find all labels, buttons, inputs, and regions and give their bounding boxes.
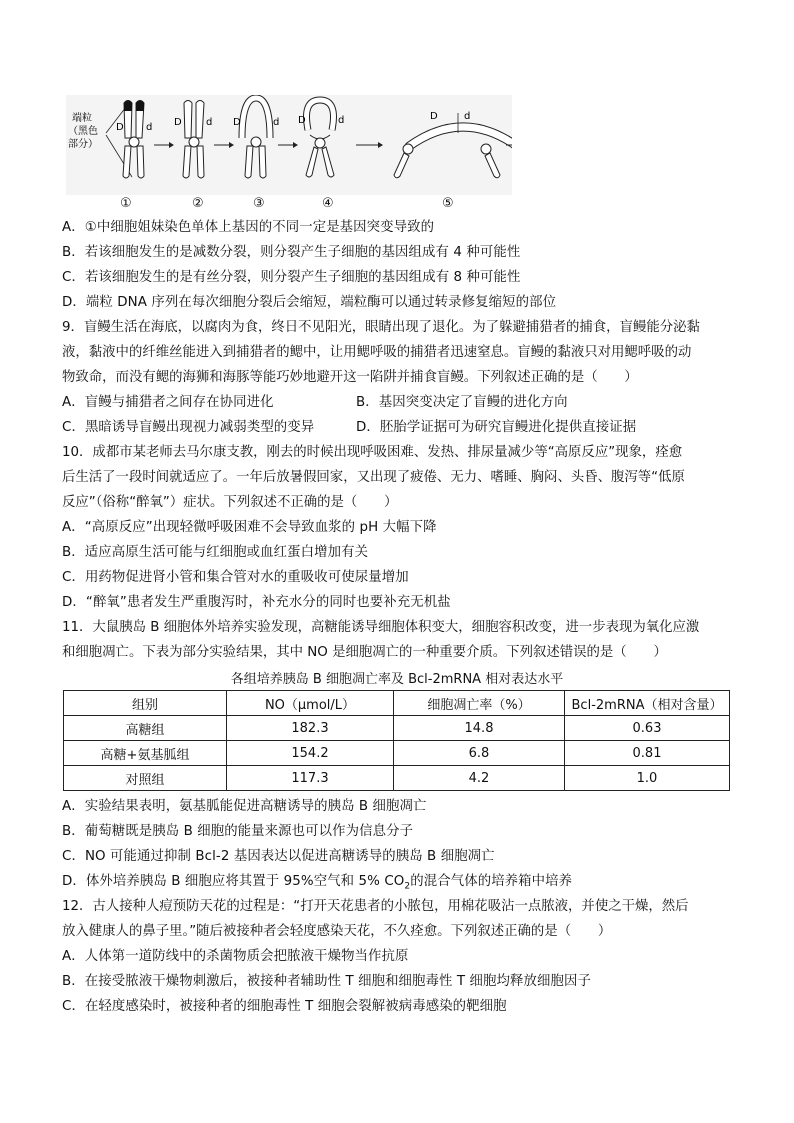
q9-option-d: D．胚胎学证据可为研究盲鳗进化提供直接证据 xyxy=(356,420,637,435)
results-table xyxy=(63,690,730,791)
q12-stem-1: 12．古人接种人痘预防天花的过程是：“打开天花患者的小脓包，用棉花吸沾一点脓液，并使之干燥，然后 xyxy=(62,899,689,914)
table-caption: 各组培养胰岛 B 细胞凋亡率及 Bcl-2mRNA 相对表达水平 xyxy=(230,672,564,687)
q10-option-d: D．“醉氧”患者发生严重腹泻时，补充水分的同时也要补充无机盐 xyxy=(62,595,451,610)
svg-text:d: d xyxy=(464,111,471,122)
q9-option-c: C．黑暗诱导盲鳗出现视力减弱类型的变异 xyxy=(62,420,315,435)
q10-option-a: A．“高原反应”出现轻微呼吸困难不会导致血浆的 pH 大幅下降 xyxy=(62,520,437,535)
q8-option-d: D．端粒 DNA 序列在每次细胞分裂后会缩短，端粒酶可以通过转录修复缩短的部位 xyxy=(62,295,557,310)
header-no: NO（μmol/L） xyxy=(227,691,394,716)
q10-option-c: C．用药物促进肾小管和集合管对水的重吸收可使尿量增加 xyxy=(62,570,409,585)
stage-number-2: ② xyxy=(192,196,204,211)
q11-option-a: A．实验结果表明，氨基胍能促进高糖诱导的胰岛 B 细胞凋亡 xyxy=(62,799,427,814)
stage-number-4: ④ xyxy=(322,196,334,211)
q10-stem-3: 反应”（俗称“醉氧”）症状。下列叙述不正确的是（ ） xyxy=(62,495,398,510)
q9-option-a: A．盲鳗与捕猎者之间存在协同进化 xyxy=(62,395,274,410)
q9-stem-3: 物致命，而没有鳃的海狮和海豚等能巧妙地避开这一陷阱并捕食盲鳗。下列叙述正确的是（ ） xyxy=(62,370,638,385)
table-row: 对照组 117.3 4.2 1.0 xyxy=(64,766,730,791)
q10-stem-1: 10．成都市某老师去马尔康支教，刚去的时候出现呼吸困难、发热、排尿量减少等“高原反应”现象，痊愈 xyxy=(62,445,683,460)
q9-stem-1: 9．盲鳗生活在海底，以腐肉为食，终日不见阳光，眼睛出现了退化。为了躲避捕猎者的捕食，盲鳗能分泌黏 xyxy=(62,320,700,335)
q10-stem-2: 后生活了一段时间就适应了。一年后放暑假回家，又出现了疲倦、无力、嗜睡、胸闷、头昏、腹泻等“低原 xyxy=(62,470,685,485)
svg-text:d: d xyxy=(273,117,280,128)
table-header-row xyxy=(64,691,730,716)
svg-text:D: D xyxy=(233,117,241,128)
q9-option-b: B．基因突变决定了盲鳗的进化方向 xyxy=(356,395,568,410)
q11-stem-2: 和细胞凋亡。下表为部分实验结果，其中 NO 是细胞凋亡的一种重要介质。下列叙述错误的是（ ） xyxy=(62,645,667,660)
stage-number-1: ① xyxy=(120,196,132,211)
q11-stem-1: 11．大鼠胰岛 B 细胞体外培养实验发现，高糖能诱导细胞体积变大，细胞容积改变，进一步表现为氧化应激 xyxy=(62,620,700,635)
q12-option-a: A．人体第一道防线中的杀菌物质会把脓液干燥物当作抗原 xyxy=(62,949,409,964)
header-group: 组别 xyxy=(64,691,227,716)
telomere-label-2: （黑色 xyxy=(68,126,98,137)
q8-option-c: C．若该细胞发生的是有丝分裂，则分裂产生子细胞的基因组成有 8 种可能性 xyxy=(62,270,521,285)
q10-option-b: B．适应高原生活可能与红细胞或血红蛋白增加有关 xyxy=(62,545,369,560)
stage-number-5: ⑤ xyxy=(442,196,454,211)
q12-option-c: C．在轻度感染时，被接种者的细胞毒性 T 细胞会裂解被病毒感染的靶细胞 xyxy=(62,999,507,1014)
svg-text:D: D xyxy=(116,122,124,133)
q11-option-b: B．葡萄糖既是胰岛 B 细胞的能量来源也可以作为信息分子 xyxy=(62,824,414,839)
chromosome-diagram xyxy=(66,95,512,195)
q12-option-b: B．在接受脓液干燥物刺激后，被接种者辅助性 T 细胞和细胞毒性 T 细胞均释放细胞因子 xyxy=(62,974,591,989)
q9-stem-2: 液，黏液中的纤维丝能进入到捕猎者的鳃中，让用鳃呼吸的捕猎者迅速窒息。盲鳗的黏液只对用鳃呼吸的动 xyxy=(62,345,692,360)
svg-text:d: d xyxy=(146,122,153,133)
table-row: 高糖+氨基胍组 154.2 6.8 0.81 xyxy=(64,741,730,766)
svg-text:d: d xyxy=(206,117,213,128)
svg-text:D: D xyxy=(298,115,306,126)
q11-option-c: C．NO 可能通过抑制 Bcl-2 基因表达以促进高糖诱导的胰岛 B 细胞凋亡 xyxy=(62,849,495,864)
svg-text:d: d xyxy=(338,115,345,126)
stage-number-3: ③ xyxy=(253,196,265,211)
table-row: 高糖组 182.3 14.8 0.63 xyxy=(64,716,730,741)
q12-stem-2: 放入健康人的鼻子里。”随后被接种者会轻度感染天花，不久痊愈。下列叙述正确的是（ ） xyxy=(62,924,612,939)
q8-option-b: B．若该细胞发生的是减数分裂，则分裂产生子细胞的基因组成有 4 种可能性 xyxy=(62,245,521,260)
q11-option-d: D．体外培养胰岛 B 细胞应将其置于 95%空气和 5% $CO_2$的混合气体的培养箱中培养 xyxy=(62,874,573,892)
header-apoptosis: 细胞凋亡率（%） xyxy=(394,691,565,716)
q8-option-a: A．①中细胞姐妹染色单体上基因的不同一定是基因突变导致的 xyxy=(62,220,435,235)
header-bcl2: Bcl-2mRNA（相对含量） xyxy=(565,691,730,716)
svg-text:D: D xyxy=(430,111,438,122)
telomere-label-3: 部分） xyxy=(68,139,98,150)
telomere-label-1: 端粒 xyxy=(72,113,92,124)
svg-text:D: D xyxy=(174,117,182,128)
